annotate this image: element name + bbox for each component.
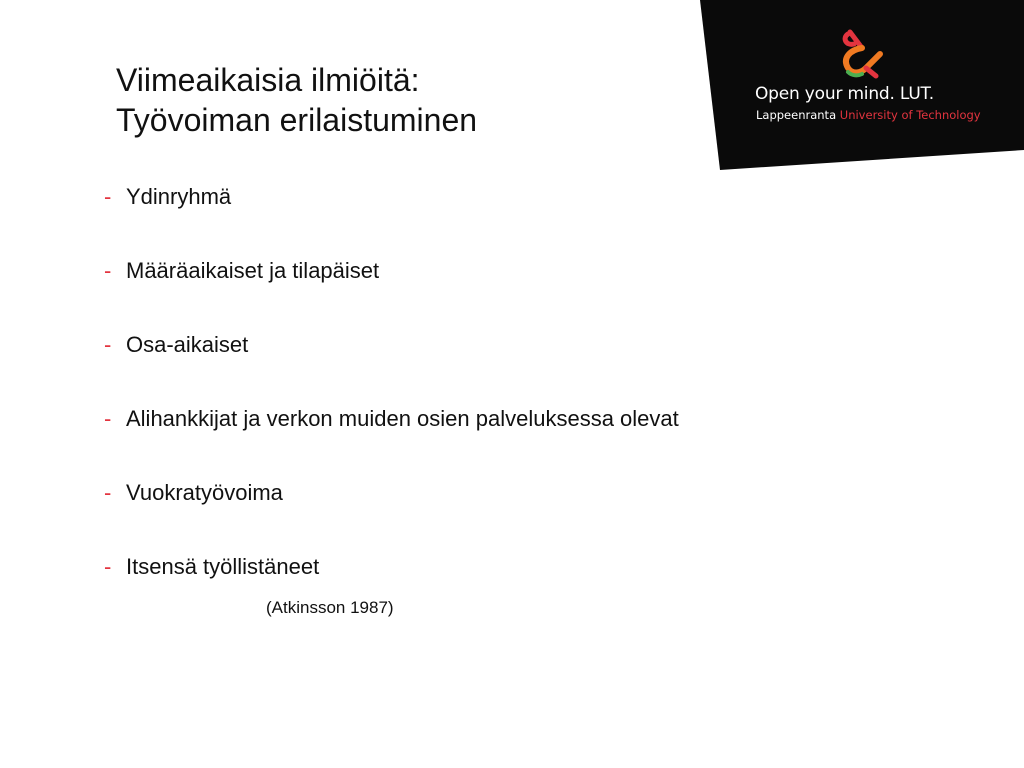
logo-city: Lappeenranta (756, 108, 837, 122)
bullet-text: Määräaikaiset ja tilapäiset (126, 258, 380, 283)
bullet-text: Vuokratyövoima (126, 480, 283, 505)
bullet-dash: - (104, 332, 112, 357)
title-line-2: Työvoiman erilaistuminen (116, 102, 478, 138)
bullet-dash: - (104, 480, 112, 505)
list-item (104, 406, 679, 480)
list-item (104, 332, 679, 406)
bullet-text: Itsensä työllistäneet (126, 554, 320, 579)
slide-title (116, 60, 477, 140)
bullet-dash: - (104, 406, 112, 431)
bullet-dash: - (104, 554, 112, 579)
ampersand-logo-icon (840, 28, 884, 80)
logo-subtitle (756, 108, 981, 122)
logo-university: University of Technology (839, 108, 981, 122)
list-item (104, 258, 679, 332)
bullet-dash: - (104, 258, 112, 283)
title-line-1: Viimeaikaisia ilmiöitä: (116, 62, 420, 98)
citation: (Atkinsson 1987) (266, 598, 394, 617)
lut-logo-panel (700, 0, 1024, 170)
bullet-text: Osa-aikaiset (126, 332, 249, 357)
logo-tagline: Open your mind. LUT. (755, 84, 934, 104)
list-item (104, 184, 679, 258)
bullet-text: Alihankkijat ja verkon muiden osien palveluksessa olevat (126, 406, 679, 431)
bullet-text: Ydinryhmä (126, 184, 232, 209)
list-item (104, 480, 679, 554)
bullet-dash: - (104, 184, 112, 209)
bullet-list (104, 184, 679, 628)
